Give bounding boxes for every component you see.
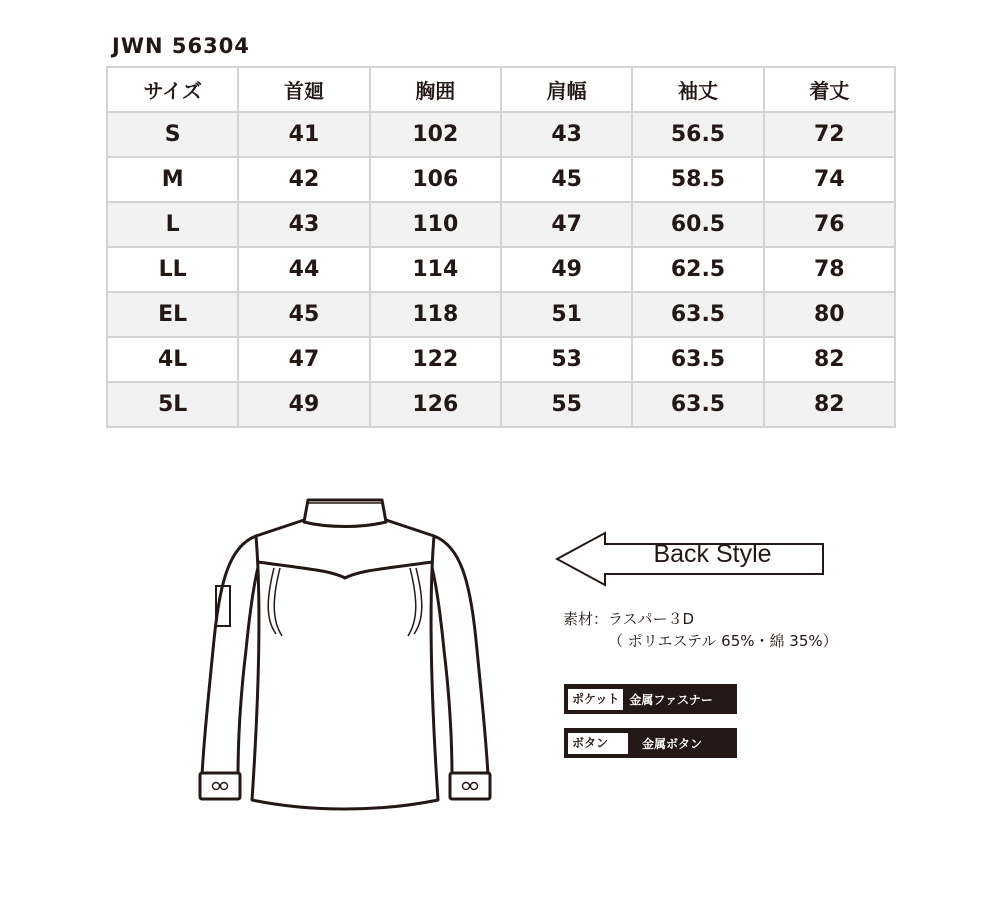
table-cell: 49 — [501, 247, 632, 292]
table-cell: 126 — [370, 382, 501, 427]
collar — [304, 500, 386, 527]
table-cell: M — [107, 157, 238, 202]
table-cell: 72 — [764, 112, 895, 157]
column-header: 首廻 — [238, 67, 369, 112]
table-cell: 44 — [238, 247, 369, 292]
material-line: 素材：ラスパー３D — [563, 610, 695, 628]
back-style-label: Back Style — [653, 540, 772, 568]
table-row — [107, 157, 895, 202]
material-info — [563, 608, 838, 652]
table-cell: 63.5 — [632, 382, 763, 427]
table-cell: 45 — [238, 292, 369, 337]
table-cell: 80 — [764, 292, 895, 337]
column-header: 肩幅 — [501, 67, 632, 112]
shirt-body — [252, 518, 438, 809]
spec-value: 金属ボタン — [642, 736, 703, 751]
table-cell: 43 — [501, 112, 632, 157]
table-cell: 74 — [764, 157, 895, 202]
table-cell: 51 — [501, 292, 632, 337]
table-cell: 47 — [501, 202, 632, 247]
material-composition: （ ポリエステル 65%・綿 35%） — [608, 632, 838, 650]
column-header: サイズ — [107, 67, 238, 112]
table-cell: 53 — [501, 337, 632, 382]
pocket-spec-tag — [564, 684, 737, 714]
table-cell: 63.5 — [632, 292, 763, 337]
table-cell: S — [107, 112, 238, 157]
table-cell: 45 — [501, 157, 632, 202]
table-cell: 82 — [764, 337, 895, 382]
table-cell: 110 — [370, 202, 501, 247]
column-header: 胸囲 — [370, 67, 501, 112]
table-row — [107, 382, 895, 427]
product-code: JWN 56304 — [112, 34, 250, 58]
spec-key: ポケット — [568, 689, 623, 710]
table-cell: 82 — [764, 382, 895, 427]
button-spec-tag — [564, 728, 737, 758]
table-cell: LL — [107, 247, 238, 292]
shirt-back-illustration — [190, 490, 500, 835]
table-cell: 47 — [238, 337, 369, 382]
table-cell: 106 — [370, 157, 501, 202]
table-cell: 41 — [238, 112, 369, 157]
table-cell: 56.5 — [632, 112, 763, 157]
table-cell: 60.5 — [632, 202, 763, 247]
table-cell: 122 — [370, 337, 501, 382]
left-sleeve — [202, 536, 260, 777]
spec-key: ボタン — [568, 733, 628, 754]
table-cell: 62.5 — [632, 247, 763, 292]
table-row — [107, 202, 895, 247]
spec-value: 金属ファスナー — [629, 692, 713, 707]
table-cell: 63.5 — [632, 337, 763, 382]
table-cell: 78 — [764, 247, 895, 292]
table-cell: 76 — [764, 202, 895, 247]
table-cell: 5L — [107, 382, 238, 427]
column-header: 袖丈 — [632, 67, 763, 112]
right-sleeve — [430, 536, 488, 777]
table-cell: 114 — [370, 247, 501, 292]
table-cell: 4L — [107, 337, 238, 382]
table-cell: 102 — [370, 112, 501, 157]
table-cell: EL — [107, 292, 238, 337]
table-row — [107, 247, 895, 292]
table-header-row — [107, 67, 895, 112]
table-cell: 49 — [238, 382, 369, 427]
table-cell: 58.5 — [632, 157, 763, 202]
table-cell: 43 — [238, 202, 369, 247]
table-cell: 118 — [370, 292, 501, 337]
table-cell: 55 — [501, 382, 632, 427]
table-cell: 42 — [238, 157, 369, 202]
table-row — [107, 112, 895, 157]
table-row — [107, 337, 895, 382]
table-cell: L — [107, 202, 238, 247]
table-row — [107, 292, 895, 337]
size-table — [106, 66, 896, 428]
column-header: 着丈 — [764, 67, 895, 112]
